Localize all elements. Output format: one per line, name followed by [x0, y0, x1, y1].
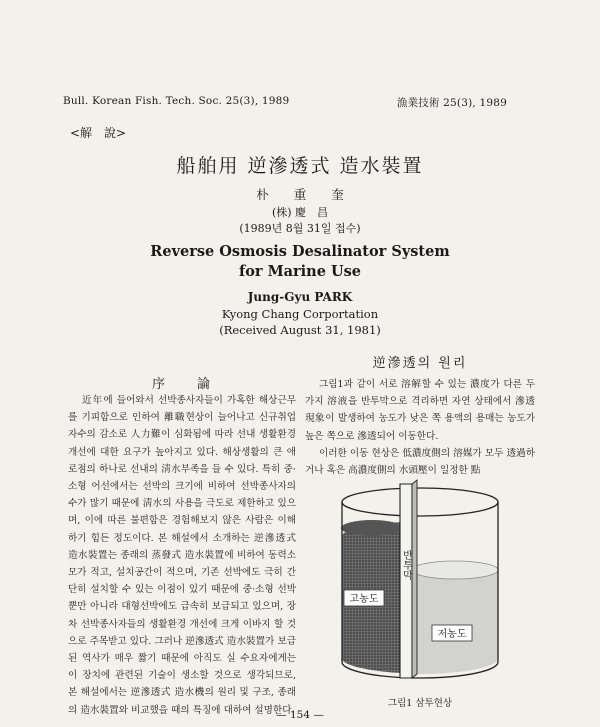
figure-osmosis: [320, 470, 520, 695]
paper-title-en-line2: for Marine Use: [238, 263, 362, 280]
author-en: Jung-Gyu PARK: [247, 290, 353, 304]
page-number: — 154 —: [276, 709, 324, 721]
author-ko: 朴 重 奎: [256, 187, 344, 202]
paragraph: 그림1과 같이 서로 溶解할 수 있는 濃度가 다른 두 가지 溶液을 반투막으로 격리하면 자연 상태에서 滲透現象이 발생하여 농도가 낮은 쪽 용액의 용매는 농도가 높은 쪽으로 滲透되어 이동한다.: [305, 379, 535, 442]
figure-caption: 그림1 삼투현상: [387, 698, 453, 709]
label-low-concentration: 저농도: [437, 629, 467, 640]
affiliation-ko: (株) 慶 昌: [271, 206, 329, 219]
paper-title-en-line1: Reverse Osmosis Desalinator System: [150, 243, 450, 260]
low-concentration-liquid: [412, 570, 498, 674]
membrane-edge: [412, 480, 417, 678]
paragraph: 近年에 들어와서 선박종사자들이 가혹한 해상근무를 기피함으로 인하여 離職현상이 늘어나고 신규취업자수의 감소로 人力難이 심화됨에 따라 선내 생활환경 개선에 대한 요구가 높아지고 있다. 해상생활의 큰 애로점의 하나로 선내의 淸水부족을 들 수 있다. 특히 중·소형 어선에서는 선박의 크기에 비하여 선박종사자의 수가 많기 때문에 淸水의 사용을 극도로 제한하고 있으며, 이에 따른 불편함은 경험해보지 않은 사람은 이해하기 힘든 정도이다. 본 해설에서 소개하는 逆滲透式 造水裝置는 종래의 蒸發式 造水裝置에 비하여 동력소모가 적고, 설치공간이 적으며, 기존 선박에도 극히 간단히 설치할 수 있는 이점이 있기 때문에 중·소형 선박 뿐만 아니라 대형선박에도 급속히 보급되고 있으며, 장차 선박종사자들의 생활환경 개선에 크게 이바지 할 것으로 주목받고 있다. 그러나 逆滲透式 造水裝置가 보급된 역사가 매우 짧기 때문에 아직도 실 수요자에게는 이 장치에 관련된 기술이 생소할 것으로 생각되므로, 본 해설에서는 逆滲透式 造水機의 원리 및 구조, 종래의 造水裝置와 비교했을 때의 특징에 대하여 설명한다.: [68, 395, 296, 716]
cylinder-rim: [342, 488, 498, 516]
paper-title-ko: 船舶用 逆滲透式 造水裝置: [176, 155, 424, 177]
paragraph: 이러한 이동 현상은 低濃度側의 溶媒가 모두 透過하거나 혹은 高濃度側의 水頭壓이 일정한 點: [305, 447, 535, 477]
high-concentration-surface: [341, 520, 403, 536]
received-date-ko: (1989년 8월 31일 접수): [239, 222, 361, 235]
journal-citation-ko: 漁業技術 25(3), 1989: [396, 97, 507, 109]
received-date-en: (Received August 31, 1981): [219, 323, 381, 337]
low-concentration-surface: [412, 561, 498, 579]
right-column-body: [305, 376, 535, 479]
osmosis-diagram: [320, 470, 520, 695]
affiliation-en: Kyong Chang Corportation: [221, 307, 379, 321]
journal-citation: Bull. Korean Fish. Tech. Soc. 25(3), 1989: [63, 95, 290, 107]
left-section-heading: 序 論: [151, 377, 212, 392]
label-membrane: 반투막: [400, 550, 412, 580]
membrane-panel: [400, 484, 412, 678]
label-high-concentration: 고농도: [349, 594, 379, 605]
right-section-heading: 逆滲透의 원리: [372, 356, 468, 371]
left-column-body: [68, 392, 296, 719]
section-tag: <解 說>: [70, 126, 127, 140]
